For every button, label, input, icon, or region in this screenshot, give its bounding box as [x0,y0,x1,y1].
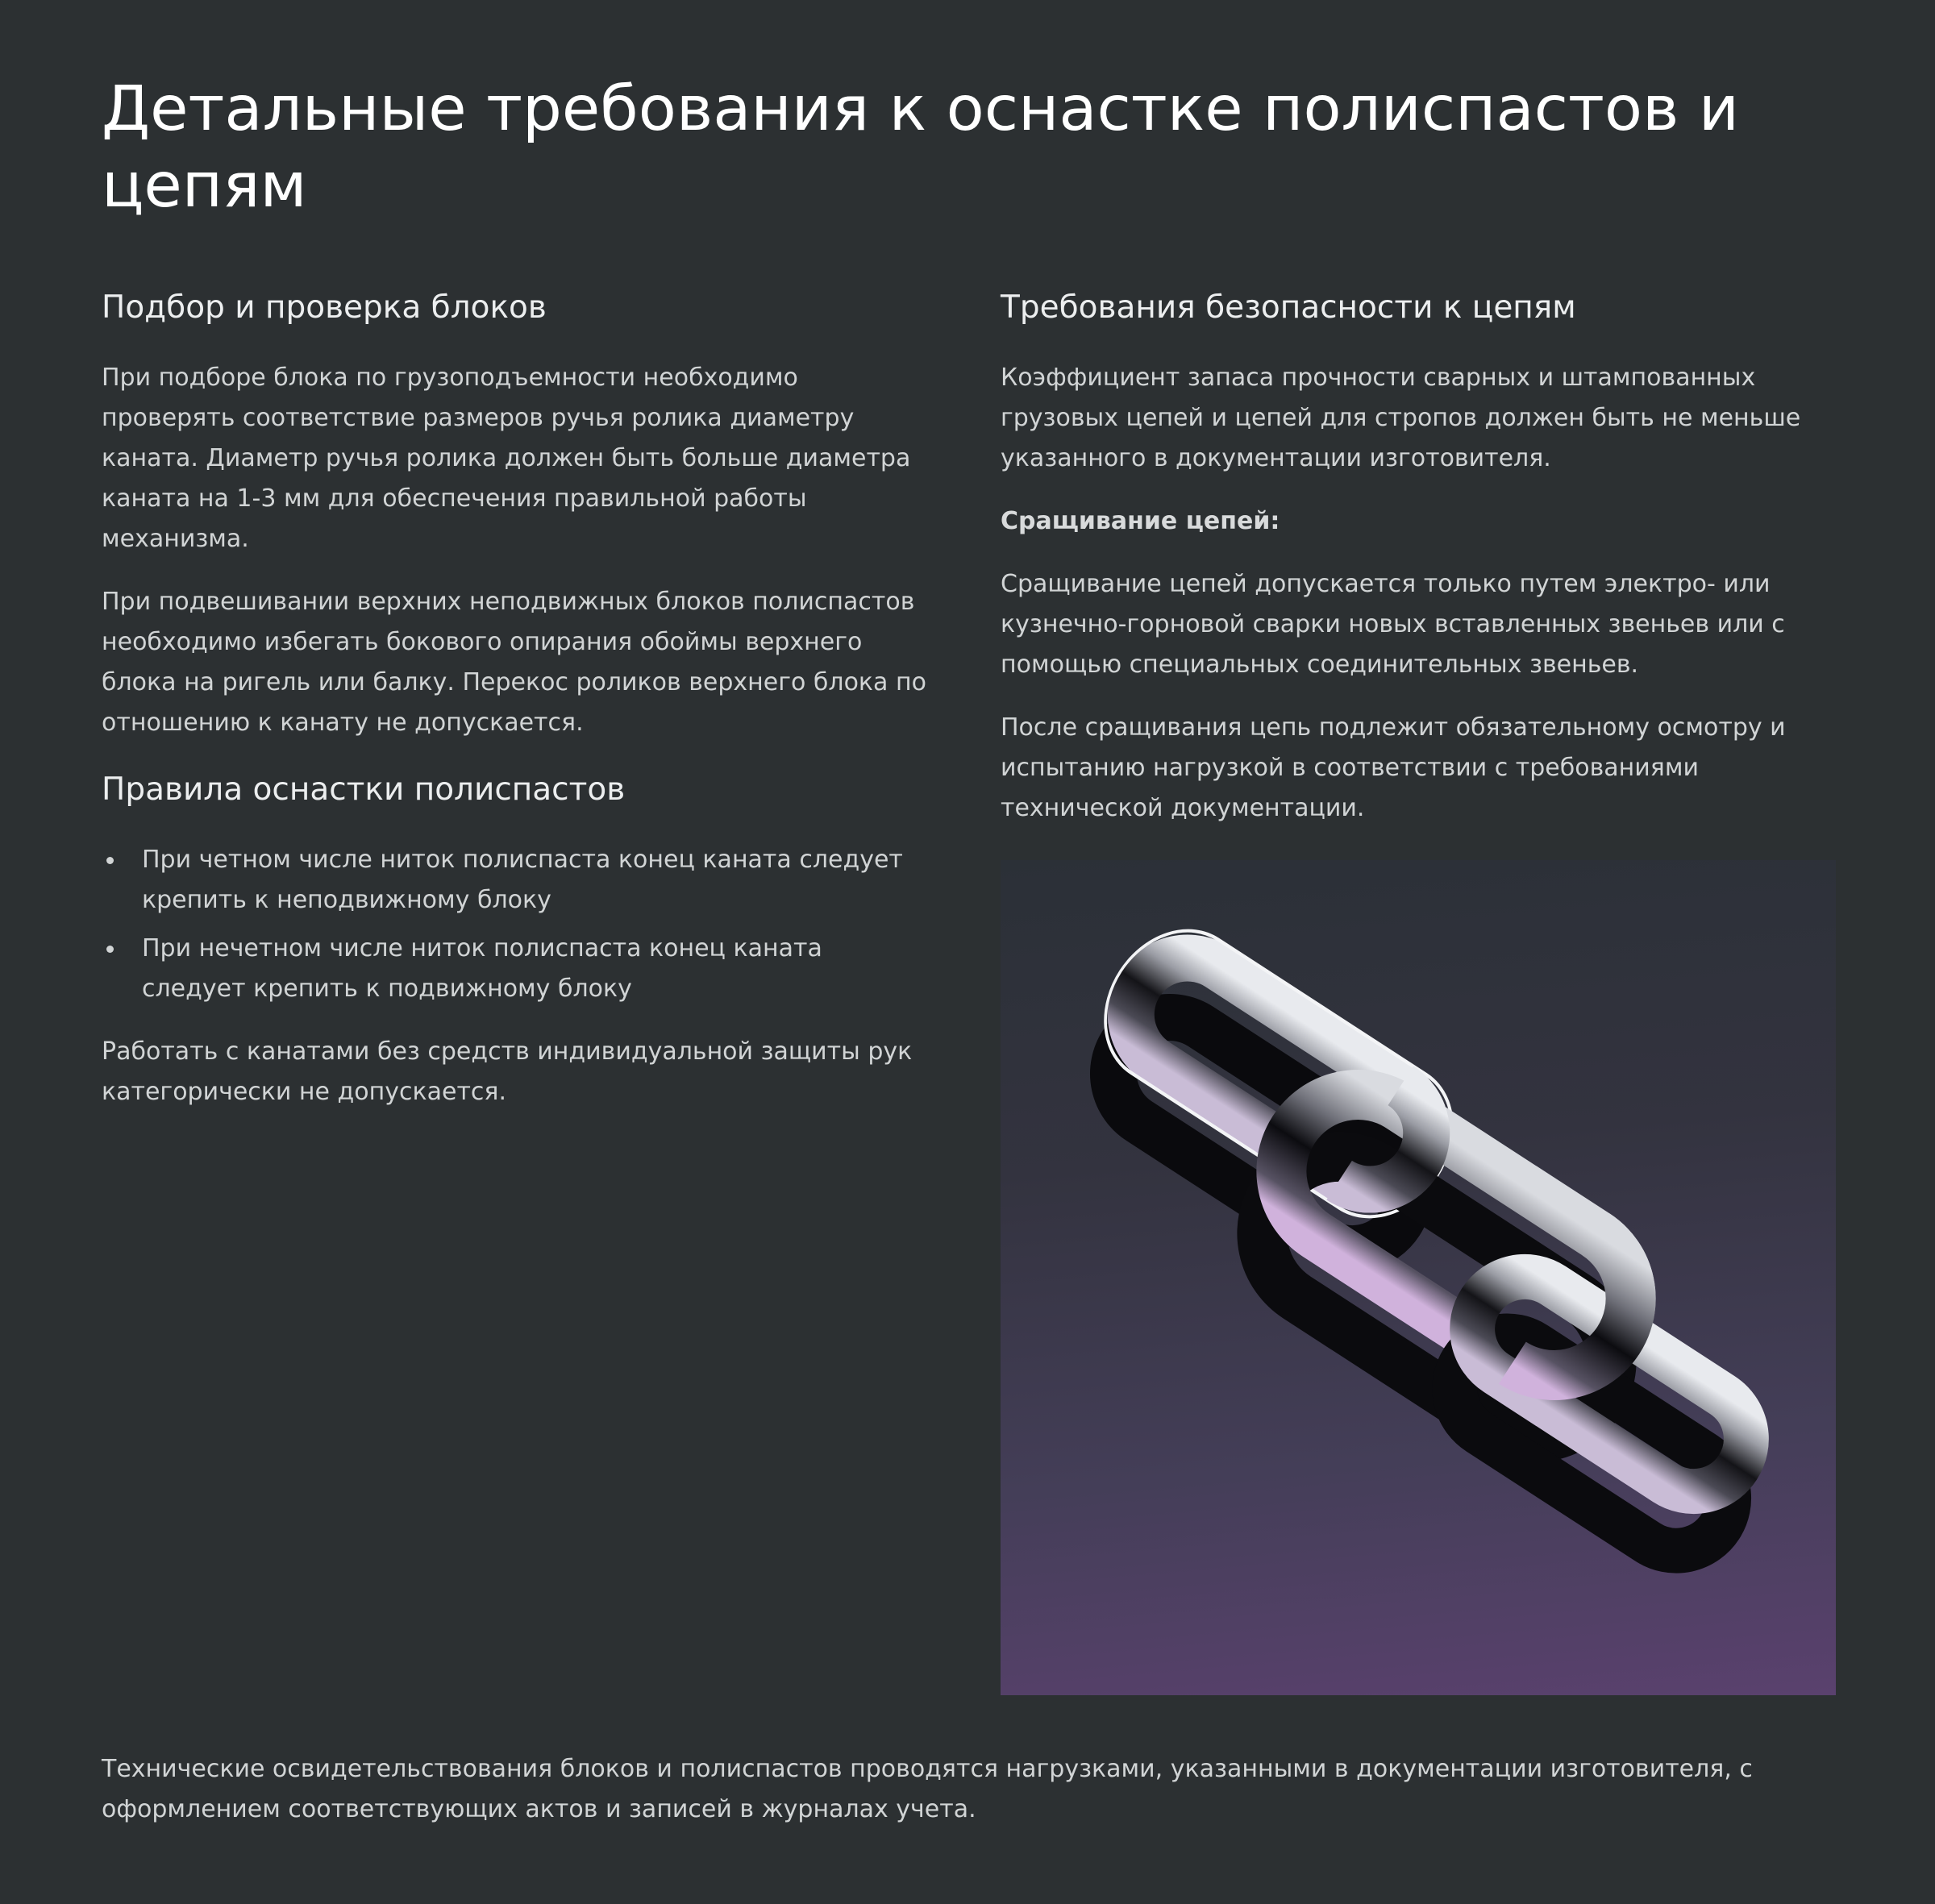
footer-note: Технические освидетельствования блоков и полиспастов проводятся нагрузками, указанными в документации изготовителя, с оформлением соответствующих актов и записей в журналах учета. [102,1755,1753,1823]
right-column [1001,284,1839,851]
list-item: При четном числе ниток полиспаста конец каната следует крепить к неподвижному блоку [102,840,932,921]
paragraph-protection-warning: Работать с канатами без средств индивидуальной защиты рук категорически не допускается. [102,1037,913,1106]
chain-illustration [1001,860,1836,1695]
section-heading-chains: Требования безопасности к цепям [1001,289,1576,326]
paragraph-splicing-method: Сращивание цепей допускается только путем электро- или кузнечно-горновой сварки новых вставленных звеньев или с помощью специальных соединительных звеньев. [1001,570,1785,679]
page [102,0,1835,1904]
subheading-chain-splicing: Сращивание цепей: [1001,507,1280,535]
list-item: При нечетном числе ниток полиспаста конец каната следует крепить к подвижному блоку [102,929,932,1009]
section-heading-blocks: Подбор и проверка блоков [102,289,547,326]
paragraph-block-selection: При подборе блока по грузоподъемности необходимо проверять соответствие размеров ручья ролика диаметру каната. Диаметр ручья ролика должен быть больше диаметра каната на 1-3 мм для обеспечения правильной работы механизма. [102,364,911,553]
left-column [102,284,932,1135]
section-heading-rigging-rules: Правила оснастки полиспастов [102,771,626,808]
rigging-rules-list [102,840,932,1009]
chain-links-icon [1001,860,1836,1695]
paragraph-block-suspension: При подвешивании верхних неподвижных блоков полиспастов необходимо избегать бокового опирания обоймы верхнего блока на ригель или балку. Перекос роликов верхнего блока по отношению к канату не допускается. [102,588,926,737]
paragraph-safety-factor: Коэффициент запаса прочности сварных и штампованных грузовых цепей и цепей для стропов должен быть не меньше указанного в документации изготовителя. [1001,364,1801,472]
page-title: Детальные требования к оснастке полиспастов и цепям [102,73,1739,222]
paragraph-splicing-inspection: После сращивания цепь подлежит обязательному осмотру и испытанию нагрузкой в соответствии с требованиями технической документации. [1001,713,1786,822]
